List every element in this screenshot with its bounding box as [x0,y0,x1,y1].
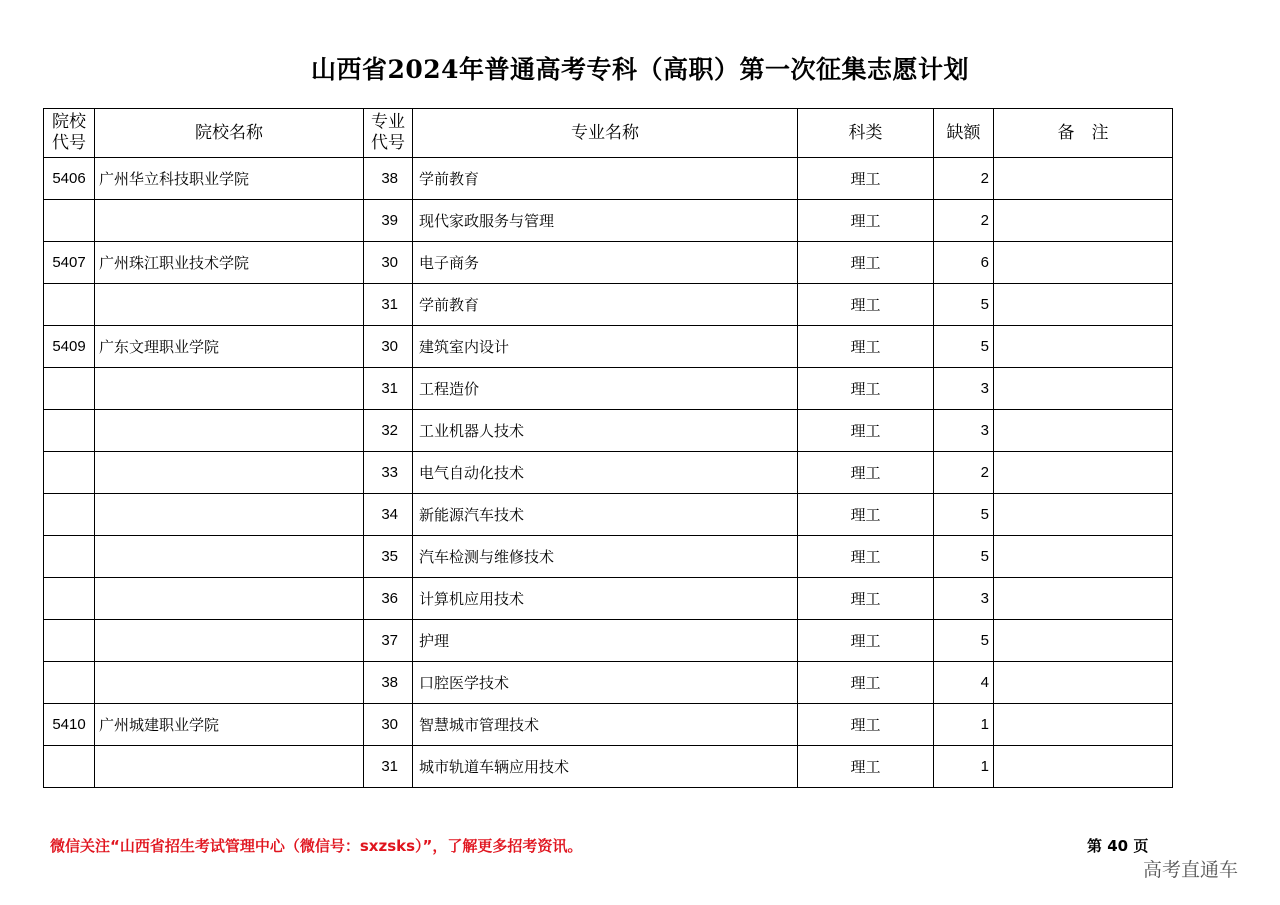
table-row [44,200,1173,242]
cell-category: 理工 [798,158,934,200]
cell-major-name: 汽车检测与维修技术 [413,536,798,578]
cell-category: 理工 [798,578,934,620]
header-major-code: 专业代号 [364,109,413,158]
table-row [44,494,1173,536]
cell-vacancy: 5 [934,284,994,326]
cell-vacancy: 5 [934,536,994,578]
cell-major-code: 39 [364,200,413,242]
header-school-name: 院校名称 [95,109,364,158]
cell-school-code [44,200,95,242]
cell-school-name [95,536,364,578]
cell-major-name: 建筑室内设计 [413,326,798,368]
table-row [44,158,1173,200]
cell-remarks [994,158,1173,200]
cell-school-code [44,410,95,452]
cell-major-code: 31 [364,746,413,788]
cell-major-name: 城市轨道车辆应用技术 [413,746,798,788]
cell-category: 理工 [798,410,934,452]
cell-category: 理工 [798,746,934,788]
cell-remarks [994,284,1173,326]
cell-major-name: 学前教育 [413,158,798,200]
header-category: 科类 [798,109,934,158]
cell-school-name: 广东文理职业学院 [95,326,364,368]
cell-school-code [44,284,95,326]
table-row [44,452,1173,494]
watermark-text: 高考直通车 [1143,859,1239,881]
cell-vacancy: 2 [934,200,994,242]
enrollment-plan-table [43,108,1173,788]
cell-category: 理工 [798,536,934,578]
table-row [44,410,1173,452]
cell-school-code: 5410 [44,704,95,746]
cell-category: 理工 [798,284,934,326]
table-header-row [44,109,1173,158]
cell-school-code [44,620,95,662]
cell-vacancy: 5 [934,494,994,536]
cell-category: 理工 [798,620,934,662]
cell-remarks [994,410,1173,452]
cell-school-name [95,746,364,788]
table-row [44,704,1173,746]
cell-school-code [44,452,95,494]
cell-school-code [44,578,95,620]
cell-school-name: 广州珠江职业技术学院 [95,242,364,284]
table-row [44,368,1173,410]
cell-major-code: 30 [364,326,413,368]
header-vacancy: 缺额 [934,109,994,158]
cell-major-name: 电子商务 [413,242,798,284]
cell-category: 理工 [798,704,934,746]
cell-major-name: 计算机应用技术 [413,578,798,620]
cell-remarks [994,452,1173,494]
cell-school-name [95,200,364,242]
cell-major-code: 30 [364,242,413,284]
cell-vacancy: 4 [934,662,994,704]
cell-school-code [44,662,95,704]
table-row [44,746,1173,788]
cell-remarks [994,326,1173,368]
header-school-code: 院校代号 [44,109,95,158]
cell-remarks [994,242,1173,284]
cell-major-name: 护理 [413,620,798,662]
cell-category: 理工 [798,200,934,242]
cell-major-name: 学前教育 [413,284,798,326]
cell-remarks [994,494,1173,536]
cell-vacancy: 5 [934,620,994,662]
cell-vacancy: 2 [934,452,994,494]
cell-remarks [994,620,1173,662]
cell-vacancy: 5 [934,326,994,368]
cell-remarks [994,704,1173,746]
cell-major-name: 电气自动化技术 [413,452,798,494]
cell-major-code: 38 [364,158,413,200]
cell-major-code: 30 [364,704,413,746]
header-remarks: 备 注 [994,109,1173,158]
cell-vacancy: 1 [934,746,994,788]
cell-major-name: 工程造价 [413,368,798,410]
cell-school-name [95,284,364,326]
table-row [44,326,1173,368]
cell-major-code: 34 [364,494,413,536]
cell-school-name [95,620,364,662]
cell-school-name [95,494,364,536]
cell-category: 理工 [798,662,934,704]
cell-vacancy: 2 [934,158,994,200]
cell-major-code: 31 [364,368,413,410]
cell-remarks [994,200,1173,242]
cell-vacancy: 3 [934,410,994,452]
cell-school-code: 5407 [44,242,95,284]
cell-school-name [95,410,364,452]
cell-major-code: 37 [364,620,413,662]
table-row [44,578,1173,620]
cell-major-name: 现代家政服务与管理 [413,200,798,242]
cell-major-name: 智慧城市管理技术 [413,704,798,746]
cell-major-name: 口腔医学技术 [413,662,798,704]
cell-vacancy: 1 [934,704,994,746]
cell-category: 理工 [798,452,934,494]
cell-remarks [994,662,1173,704]
cell-remarks [994,536,1173,578]
cell-school-name [95,368,364,410]
page-title: 山西省2024年普通高考专科（高职）第一次征集志愿计划 [310,55,970,84]
cell-vacancy: 3 [934,368,994,410]
cell-category: 理工 [798,368,934,410]
cell-major-name: 新能源汽车技术 [413,494,798,536]
table-row [44,284,1173,326]
page-number: 第 40 页 [1087,837,1149,855]
cell-remarks [994,746,1173,788]
cell-school-name: 广州华立科技职业学院 [95,158,364,200]
cell-vacancy: 3 [934,578,994,620]
cell-school-name [95,578,364,620]
cell-school-name [95,452,364,494]
cell-school-code [44,494,95,536]
cell-remarks [994,578,1173,620]
cell-school-code [44,536,95,578]
table-row [44,536,1173,578]
cell-category: 理工 [798,326,934,368]
cell-major-code: 36 [364,578,413,620]
cell-major-code: 35 [364,536,413,578]
cell-major-code: 38 [364,662,413,704]
cell-school-code [44,746,95,788]
cell-category: 理工 [798,242,934,284]
cell-school-code [44,368,95,410]
cell-school-code: 5409 [44,326,95,368]
cell-vacancy: 6 [934,242,994,284]
cell-major-name: 工业机器人技术 [413,410,798,452]
table-row [44,620,1173,662]
cell-school-code: 5406 [44,158,95,200]
cell-category: 理工 [798,494,934,536]
cell-school-name: 广州城建职业学院 [95,704,364,746]
cell-remarks [994,368,1173,410]
table-row [44,662,1173,704]
header-major-name: 专业名称 [413,109,798,158]
cell-major-code: 33 [364,452,413,494]
table-row [44,242,1173,284]
wechat-follow-note: 微信关注“山西省招生考试管理中心（微信号：sxzsks）”，了解更多招考资讯。 [50,837,583,855]
cell-major-code: 32 [364,410,413,452]
cell-school-name [95,662,364,704]
cell-major-code: 31 [364,284,413,326]
